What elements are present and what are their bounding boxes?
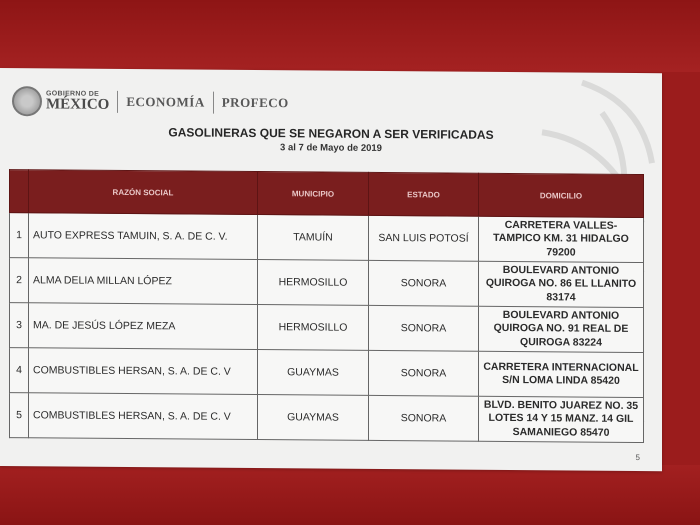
table-row xyxy=(10,258,644,308)
estado-cell: SONORA xyxy=(369,350,479,396)
row-number: 2 xyxy=(10,258,29,303)
logo-divider xyxy=(117,91,118,113)
column-header-domicilio: DOMICILIO xyxy=(479,173,644,217)
gobierno-de-mexico-logo xyxy=(46,90,109,112)
domicilio-cell: BOULEVARD ANTONIO QUIROGA NO. 91 REAL DE QUIROGA 83224 xyxy=(479,306,644,352)
red-wall-bottom xyxy=(0,465,700,525)
column-header-razon-social: RAZÓN SOCIAL xyxy=(29,170,258,215)
logo-small-text: GOBIERNO DE xyxy=(46,90,100,98)
economia-logo: ECONOMÍA xyxy=(126,93,205,110)
municipio-cell: GUAYMAS xyxy=(258,350,369,396)
table-row xyxy=(10,393,644,443)
municipio-cell: GUAYMAS xyxy=(258,395,369,441)
estado-cell: SONORA xyxy=(369,260,479,306)
row-number: 1 xyxy=(10,213,29,258)
table-row xyxy=(10,213,644,263)
table-header-row xyxy=(10,170,644,218)
page-number: 5 xyxy=(635,452,640,463)
logo-big-text: MÉXICO xyxy=(46,96,110,113)
column-header-estado: ESTADO xyxy=(369,172,479,216)
municipio-cell: HERMOSILLO xyxy=(258,305,369,351)
national-seal-icon xyxy=(12,86,42,116)
profeco-logo: PROFECO xyxy=(221,94,289,111)
column-header-number xyxy=(10,170,29,213)
domicilio-cell: BLVD. BENITO JUAREZ NO. 35 LOTES 14 Y 15 MANZ. 14 GIL SAMANIEGO 85470 xyxy=(479,396,644,442)
table-row xyxy=(10,303,644,353)
red-wall-top xyxy=(0,0,700,72)
logo-divider xyxy=(213,92,214,114)
domicilio-cell: BOULEVARD ANTONIO QUIROGA NO. 86 EL LLANITO 83174 xyxy=(479,261,644,307)
page-subtitle: 3 al 7 de Mayo de 2019 xyxy=(280,142,382,154)
razon-social-cell: AUTO EXPRESS TAMUIN, S. A. DE C. V. xyxy=(29,213,258,260)
domicilio-cell: CARRETERA INTERNACIONAL S/N LOMA LINDA 85420 xyxy=(479,351,644,397)
municipio-cell: TAMUÍN xyxy=(258,215,369,261)
estado-cell: SONORA xyxy=(369,395,479,441)
razon-social-cell: ALMA DELIA MILLAN LÓPEZ xyxy=(29,258,258,305)
table-row xyxy=(10,348,644,398)
column-header-municipio: MUNICIPIO xyxy=(258,172,369,216)
estado-cell: SONORA xyxy=(369,305,479,351)
row-number: 5 xyxy=(10,393,29,438)
row-number: 3 xyxy=(10,303,29,348)
presentation-slide xyxy=(0,68,662,471)
domicilio-cell: CARRETERA VALLES-TAMPICO KM. 31 HIDALGO 79200 xyxy=(479,216,644,262)
estado-cell: SAN LUIS POTOSÍ xyxy=(369,215,479,261)
row-number: 4 xyxy=(10,348,29,393)
page-title: GASOLINERAS QUE SE NEGARON A SER VERIFICADAS xyxy=(168,125,494,142)
razon-social-cell: MA. DE JESÚS LÓPEZ MEZA xyxy=(29,303,258,350)
razon-social-cell: COMBUSTIBLES HERSAN, S. A. DE C. V xyxy=(29,348,258,395)
gas-stations-table xyxy=(9,169,644,443)
razon-social-cell: COMBUSTIBLES HERSAN, S. A. DE C. V xyxy=(29,393,258,440)
municipio-cell: HERMOSILLO xyxy=(258,260,369,306)
header-logos xyxy=(12,84,289,120)
